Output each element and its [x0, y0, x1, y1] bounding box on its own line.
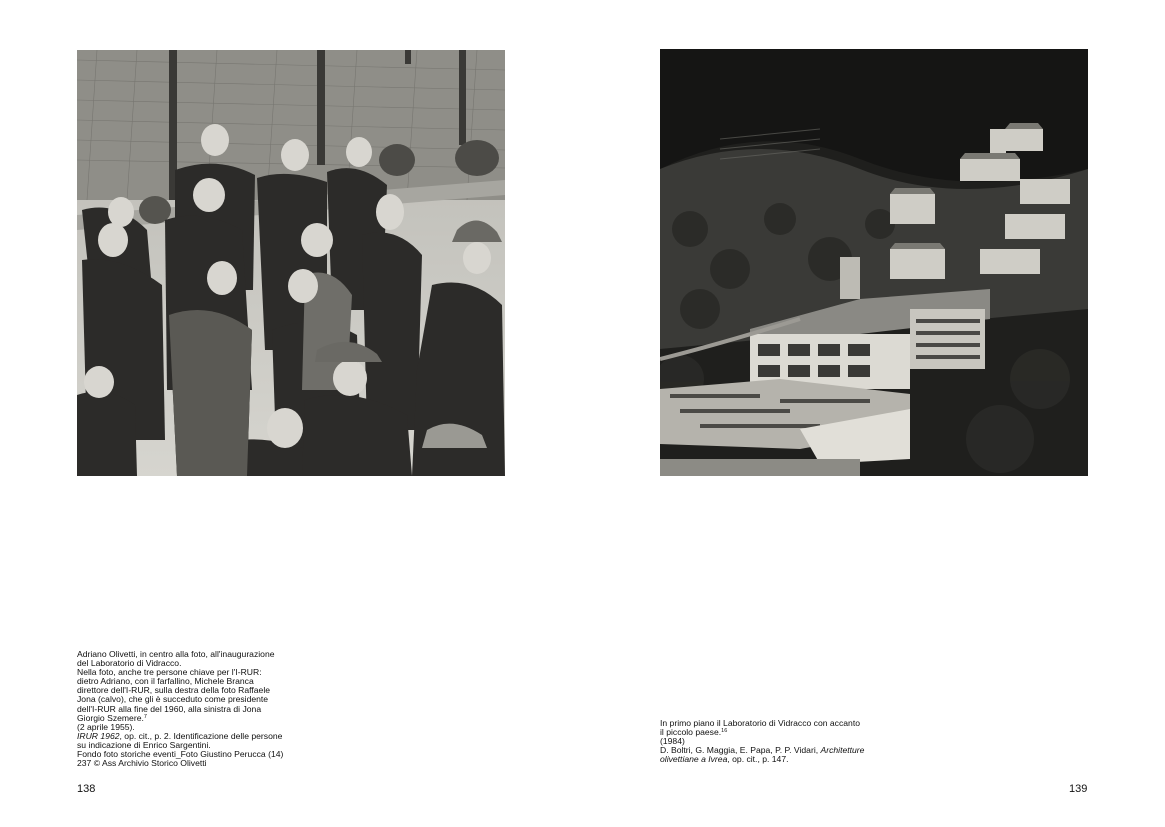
- credit-title-cont: olivettiane a Ivrea: [660, 754, 728, 765]
- photo-inauguration-group: [77, 50, 505, 476]
- caption-line: del Laboratorio di Vidracco.: [77, 658, 182, 669]
- photo-laboratory-image: [660, 49, 1088, 476]
- page-number-left: 138: [77, 783, 96, 795]
- caption-credit-line2: [660, 755, 875, 764]
- credit-authors: D. Boltri, G. Maggia, E. Papa, P. P. Vidari,: [660, 745, 821, 756]
- caption-line: Adriano Olivetti, in centro alla foto, all'inaugurazione: [77, 649, 275, 659]
- caption-line: [660, 728, 875, 737]
- caption-laboratory: [660, 719, 875, 764]
- caption-line-text: Giorgio Szemere.: [77, 712, 144, 723]
- photo-inauguration-image: [77, 50, 505, 476]
- caption-archive: Fondo foto storiche eventi_Foto Giustino Perucca (14): [77, 749, 284, 760]
- caption-line: direttore dell'I-RUR, sulla destra della foto Raffaele: [77, 685, 271, 696]
- caption-line: dietro Adriano, con il farfallino, Michele Branca: [77, 676, 254, 687]
- footnote-ref: 7: [143, 713, 147, 720]
- caption-line: Jona (calvo), che gli è succeduto come presidente: [77, 694, 269, 705]
- source-title: IRUR 1962: [77, 730, 120, 741]
- caption-inauguration: [77, 650, 292, 768]
- caption-date: (2 aprile 1955).: [77, 721, 135, 732]
- caption-archive-line2: 237 © Ass Archivio Storico Olivetti: [77, 758, 207, 769]
- caption-line: Nella foto, anche tre persone chiave per l'I-RUR:: [77, 667, 262, 678]
- caption-line-text: il piccolo paese.: [660, 727, 722, 738]
- credit-title: Architetture: [820, 745, 865, 756]
- page-number-right: 139: [1069, 783, 1088, 795]
- source-rest: , op. cit., p. 2. Identificazione delle persone: [119, 730, 283, 741]
- caption-year: (1984): [660, 736, 685, 747]
- caption-source-line2: su indicazione di Enrico Sargentini.: [77, 739, 211, 750]
- photo-vidracco-laboratory: [660, 49, 1088, 476]
- caption-line: dell'I-RUR alla fine del 1960, alla sinistra di Jona: [77, 703, 262, 714]
- credit-rest: , op. cit., p. 147.: [727, 754, 789, 765]
- footnote-ref: 16: [721, 728, 728, 735]
- caption-line: In primo piano il Laboratorio di Vidracco con accanto: [660, 718, 861, 728]
